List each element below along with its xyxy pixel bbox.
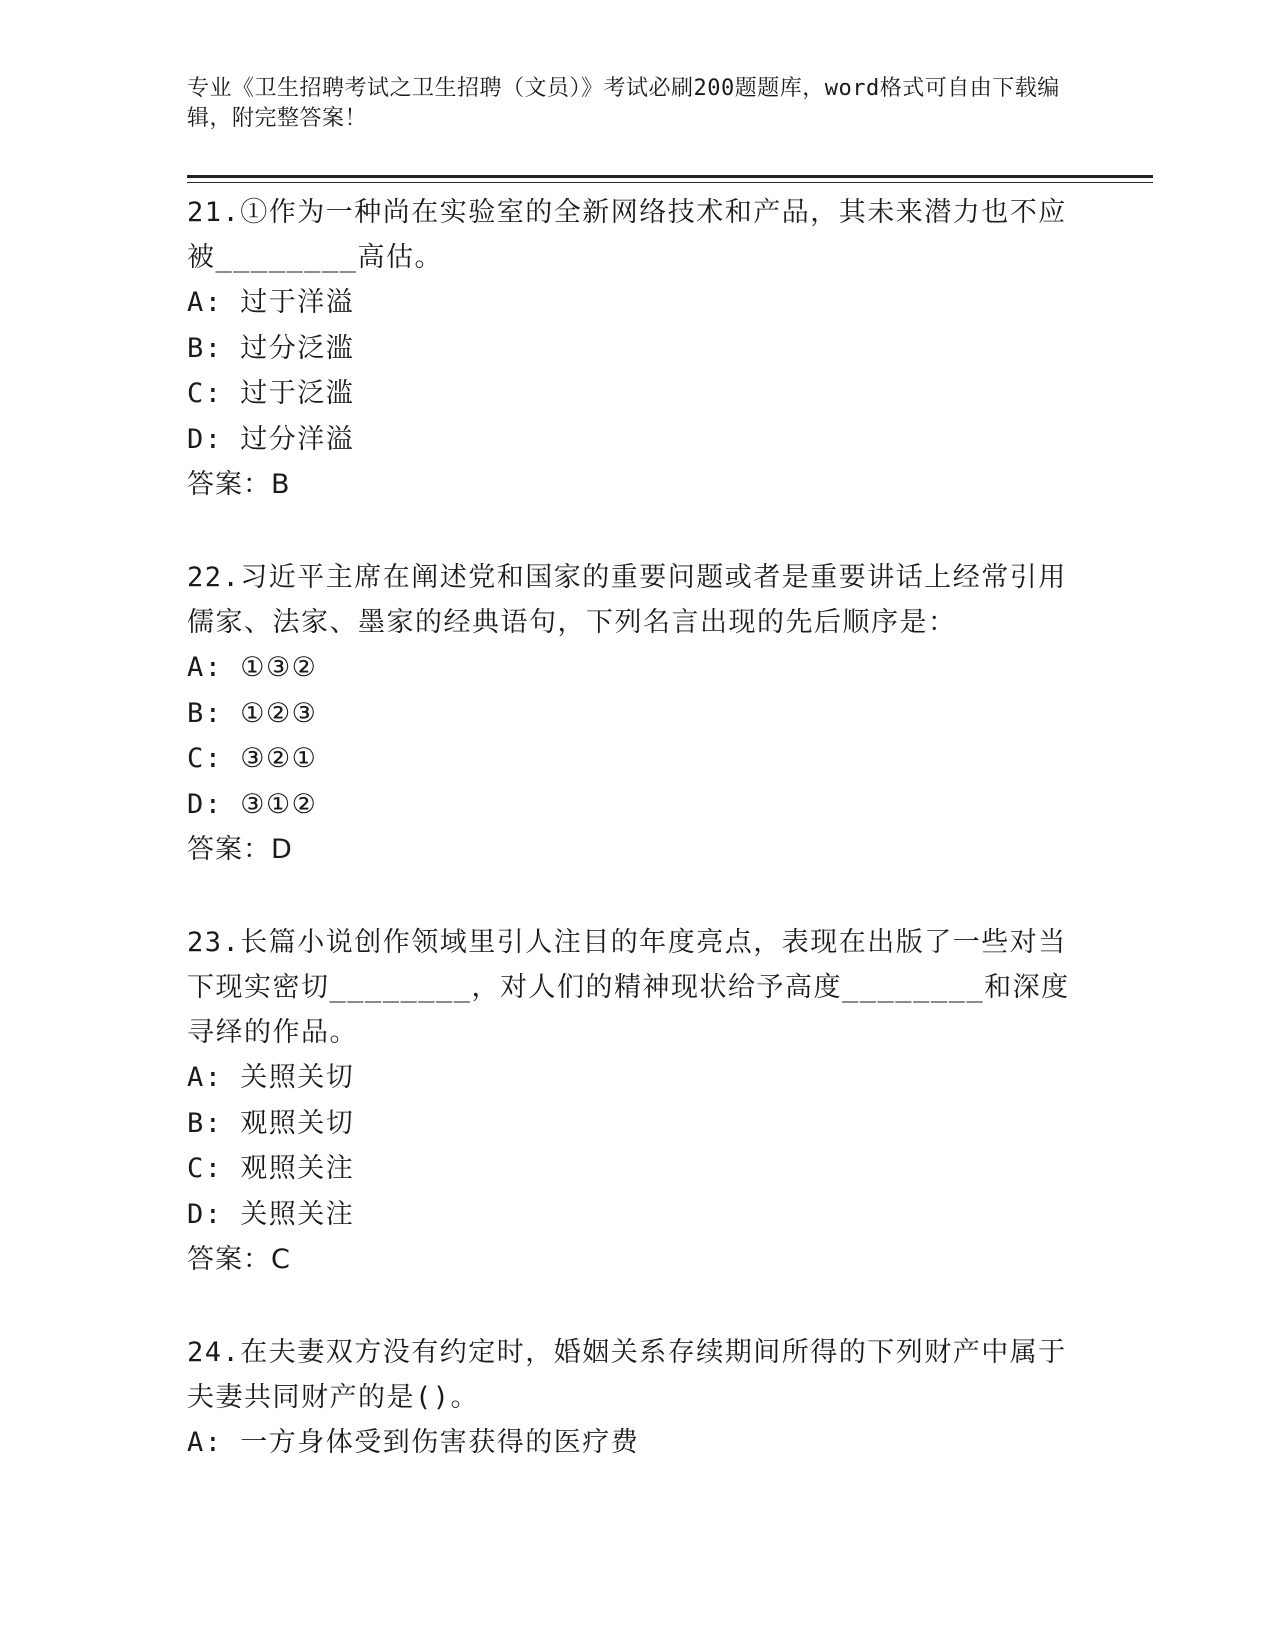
question-21 [187, 190, 1087, 507]
answer: 答案：C [187, 1244, 291, 1275]
option-a: A: 关照关切 [187, 1062, 355, 1093]
option-b: B: 过分泛滥 [187, 332, 355, 364]
option-a: A: 一方身体受到伤害获得的医疗费 [187, 1427, 640, 1458]
option-d: D: 关照关注 [187, 1198, 355, 1230]
option-c: C: ③②① [187, 743, 318, 774]
question-text: 23.长篇小说创作领域里引人注目的年度亮点，表现在出版了一些对当下现实密切________，对人们的精神现状给予高度________和深度寻绎的作品。 [187, 927, 1070, 1048]
option-b: B: 观照关切 [187, 1107, 355, 1139]
option-d: D: 过分洋溢 [187, 423, 355, 455]
option-d: D: ③①② [187, 788, 318, 820]
question-22 [187, 555, 1087, 872]
answer: 答案：B [187, 469, 291, 500]
header-rule [187, 175, 1153, 178]
document-header: 专业《卫生招聘考试之卫生招聘（文员）》考试必刷200题题库，word格式可自由下载编辑，附完整答案！ [187, 76, 1060, 131]
question-list [187, 190, 1087, 1514]
option-a: A: 过于洋溢 [187, 287, 355, 318]
option-c: C: 观照关注 [187, 1153, 355, 1184]
question-text: 22.习近平主席在阐述党和国家的重要问题或者是重要讲话上经常引用儒家、法家、墨家的经典语句，下列名言出现的先后顺序是： [187, 562, 1067, 638]
option-c: C: 过于泛滥 [187, 378, 355, 409]
question-text: 21.①作为一种尚在实验室的全新网络技术和产品，其未来潜力也不应被________高估。 [187, 197, 1067, 273]
answer: 答案：D [187, 834, 293, 865]
question-23 [187, 920, 1087, 1282]
question-24 [187, 1330, 1087, 1466]
option-a: A: ①③② [187, 652, 318, 683]
header-rule-thin [187, 182, 1153, 183]
option-b: B: ①②③ [187, 697, 318, 729]
question-text: 24.在夫妻双方没有约定时，婚姻关系存续期间所得的下列财产中属于夫妻共同财产的是()。 [187, 1337, 1067, 1413]
